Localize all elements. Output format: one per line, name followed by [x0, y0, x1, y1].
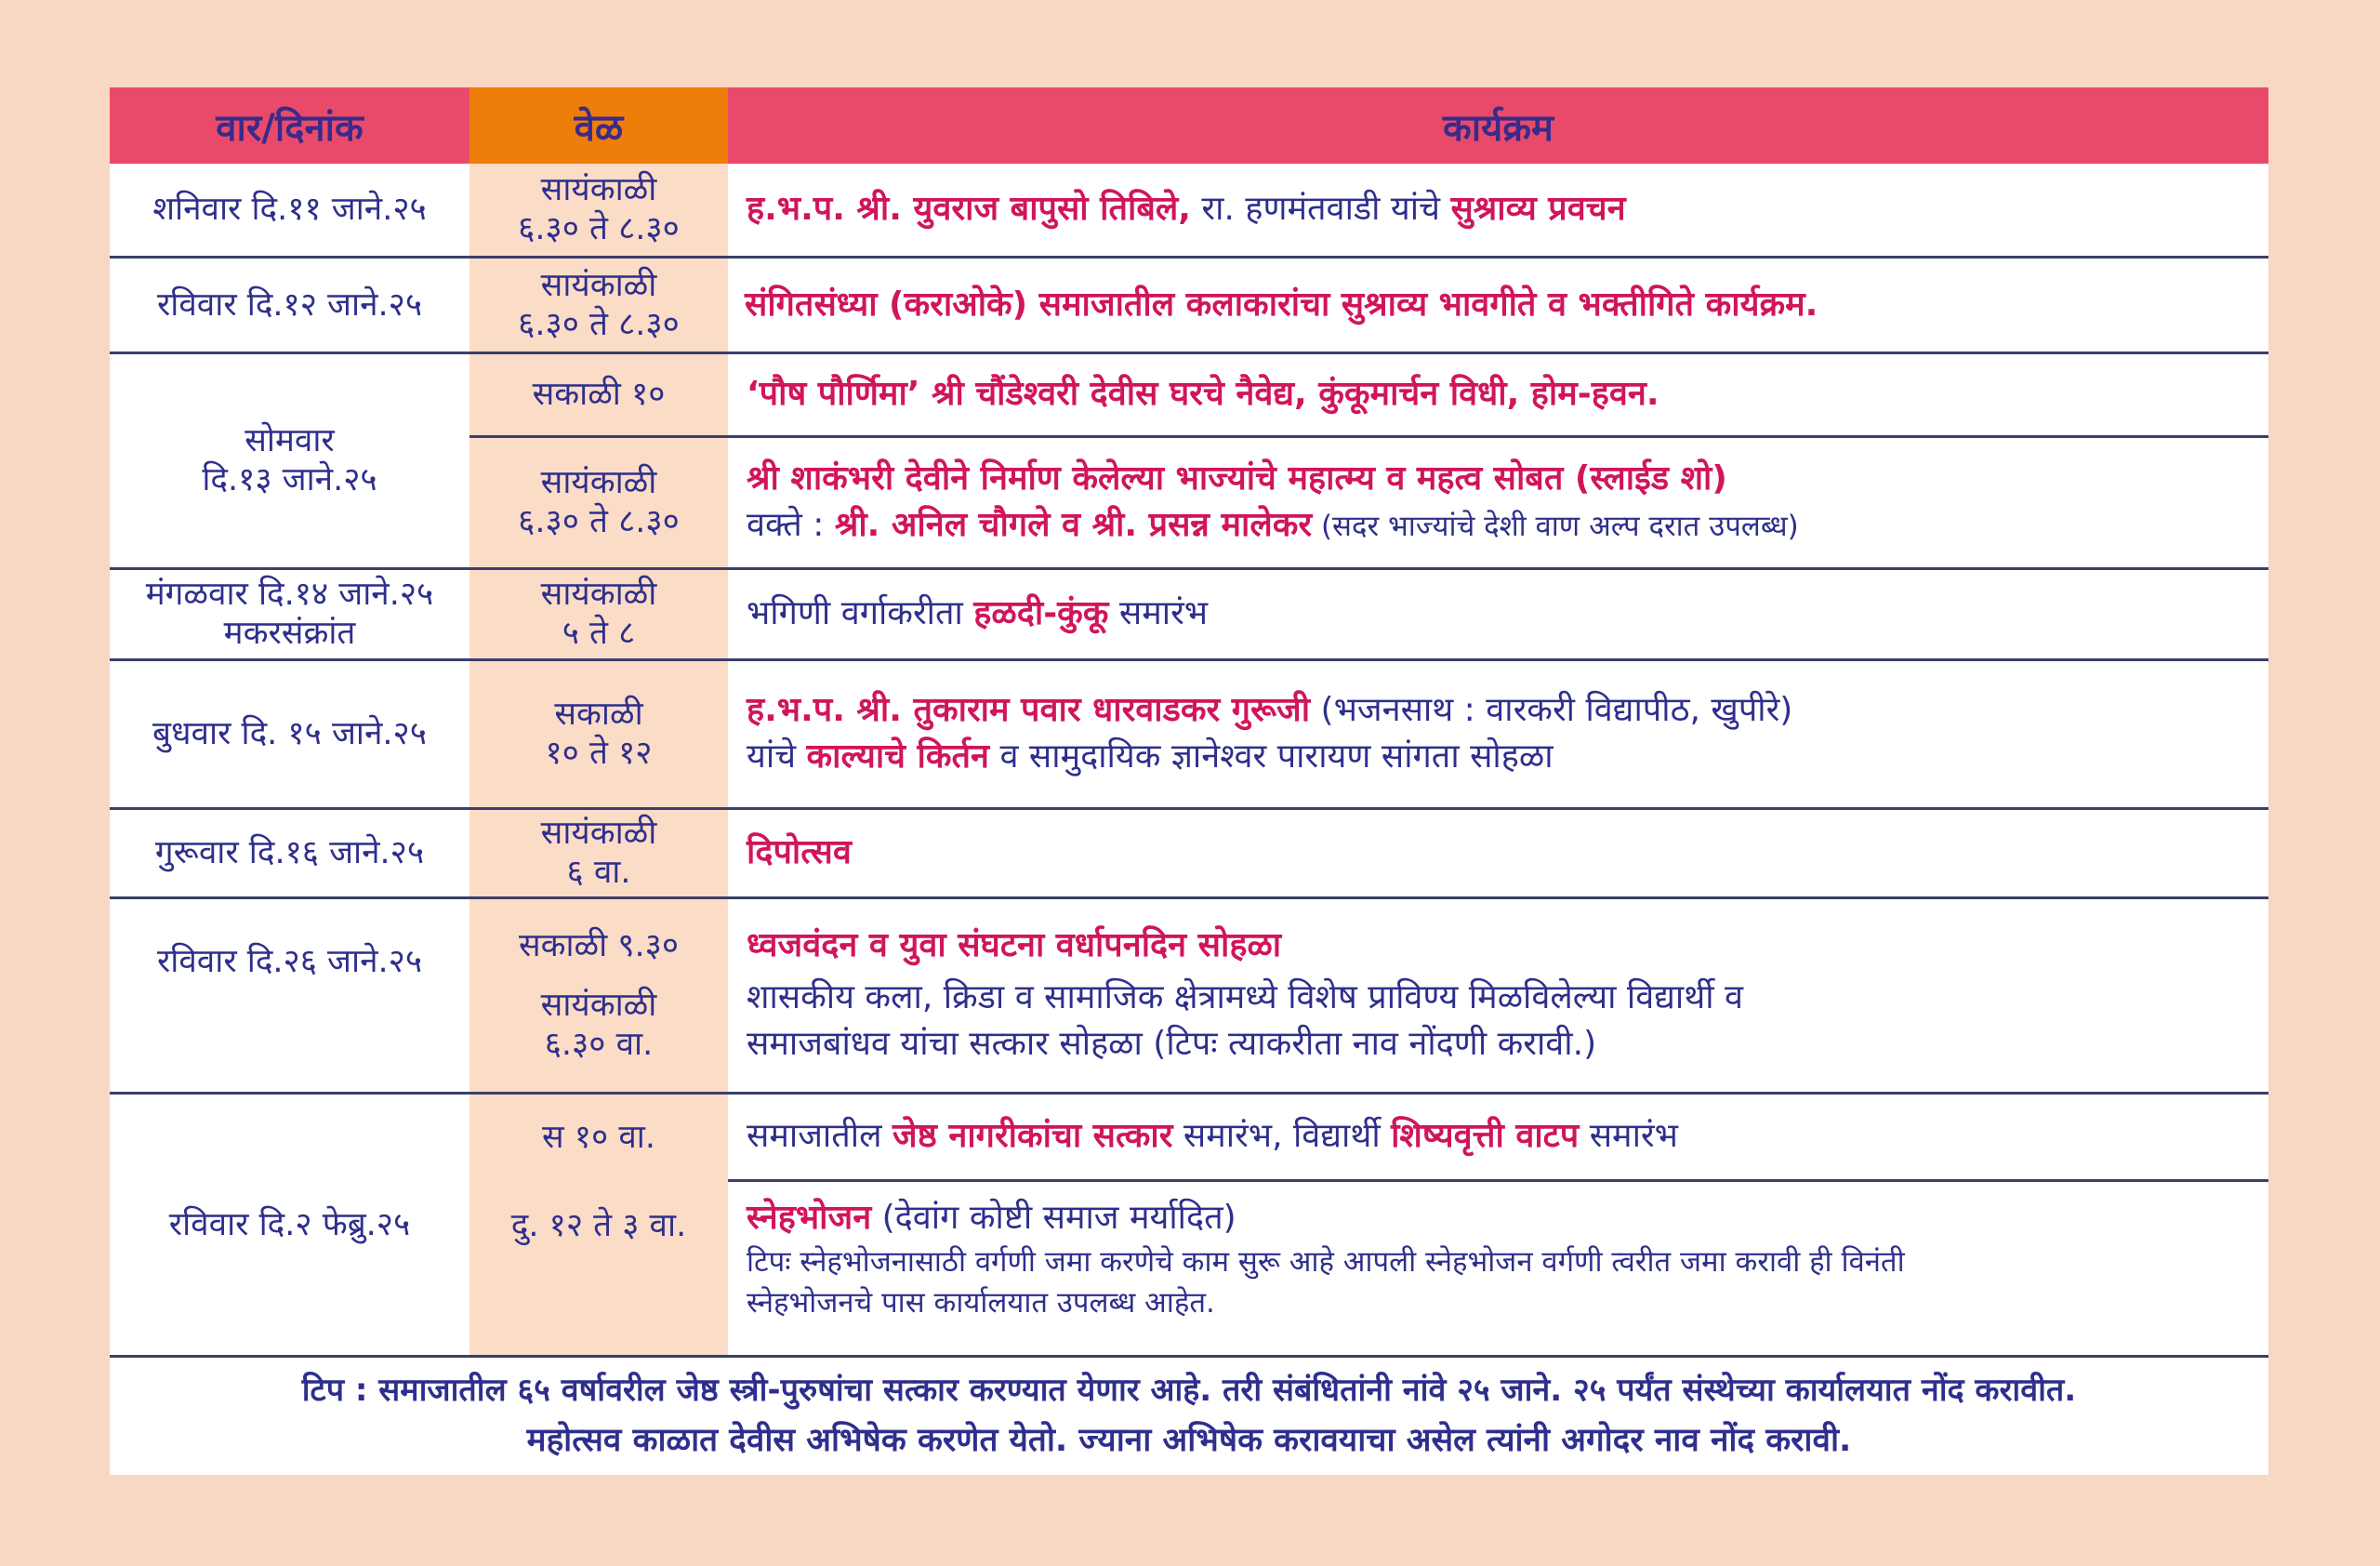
schedule-table [110, 87, 2268, 1355]
footer-line-1: टिप : समाजातील ६५ वर्षावरील जेष्ठ स्त्री-पुरुषांचा सत्कार करण्यात येणार आहे. तरी संबंधितांनी नांवे २५ जाने. २५ पर्यंत संस्थेच्या कार्यालयात नोंद करावीत. [301, 1372, 2077, 1409]
schedule-sheet [110, 87, 2268, 1475]
header-program: कार्यक्रम [728, 87, 2268, 164]
date-cell: रविवार दि.२ फेब्रु.२५ [110, 1093, 469, 1355]
time-cell: सायंकाळी ५ ते ८ [469, 568, 728, 659]
table-row [110, 659, 2268, 808]
event-cell: समाजातील जेष्ठ नागरीकांचा सत्कार समारंभ, विद्यार्थी शिष्यवृत्ती वाटप समारंभ [728, 1093, 2268, 1180]
footer-note [110, 1355, 2268, 1466]
time-cell: दु. १२ ते ३ वा. [469, 1180, 728, 1355]
time-cell: सकाळी ९.३० सायंकाळी ६.३० वा. [469, 897, 728, 1093]
table-row [110, 164, 2268, 257]
event-cell: ह.भ.प. श्री. युवराज बापुसो तिबिले, रा. हणमंतवाडी यांचे सुश्राव्य प्रवचन [747, 190, 1626, 229]
event-cell: श्री शाकंभरी देवीने निर्माण केलेल्या भाज्यांचे महात्म्य व महत्व सोबत (स्लाईड शो) वक्ते : श्री. अनिल चौगले व श्री. प्रसन्न मालेकर (सदर भाज्यांचे देशी वाण अल्प दरात उपलब्ध) [728, 436, 2268, 568]
event-cell: दिपोत्सव [728, 808, 2268, 897]
date-cell: शनिवार दि.११ जाने.२५ [152, 191, 427, 229]
date-cell: गुरूवार दि.१६ जाने.२५ [110, 808, 469, 897]
table-header [110, 87, 2268, 164]
date-cell: रविवार दि.१२ जाने.२५ [110, 257, 469, 352]
header-time: वेळ [469, 87, 728, 164]
time-cell: सायंकाळी ६.३० ते ८.३० [469, 164, 728, 257]
table-row [110, 257, 2268, 352]
header-day-date: वार/दिनांक [110, 87, 469, 164]
time-cell: सायंकाळी ६.३० ते ८.३० [469, 436, 728, 568]
footer-line-2: महोत्सव काळात देवीस अभिषेक करणेत येतो. ज्याना अभिषेक करावयाचा असेल त्यांनी अगोदर नाव नोंद करावी. [526, 1422, 1852, 1459]
event-cell: ध्वजवंदन व युवा संघटना वर्धापनदिन सोहळा शासकीय कला, क्रिडा व सामाजिक क्षेत्रामध्ये विशेष प्राविण्य मिळविलेल्या विद्यार्थी व समाजबांधव यांचा सत्कार सोहळा (टिपः त्याकरीता नाव नोंदणी करावी.) [728, 897, 2268, 1093]
table-row [110, 568, 2268, 659]
table-row [110, 808, 2268, 897]
event-cell: स्नेहभोजन (देवांग कोष्टी समाज मर्यादित) टिपः स्नेहभोजनासाठी वर्गणी जमा करणेचे काम सुरू आहे आपली स्नेहभोजन वर्गणी त्वरीत जमा करावी ही विनंती स्नेहभोजनचे पास कार्यालयात उपलब्ध आहेत. [728, 1180, 2268, 1355]
time-cell: सकाळी १० [469, 352, 728, 436]
table-row [110, 352, 2268, 436]
time-cell: सायंकाळी ६.३० ते ८.३० [469, 257, 728, 352]
date-cell: रविवार दि.२६ जाने.२५ [110, 897, 469, 1093]
event-cell: संगितसंध्या (कराओके) समाजातील कलाकारांचा सुश्राव्य भावगीते व भक्तीगिते कार्यक्रम. [728, 257, 2268, 352]
date-cell: मंगळवार दि.१४ जाने.२५ मकरसंक्रांत [110, 568, 469, 659]
time-cell: सायंकाळी ६ वा. [469, 808, 728, 897]
time-cell: सकाळी १० ते १२ [469, 659, 728, 808]
event-cell: भगिणी वर्गाकरीता हळदी-कुंकू समारंभ [728, 568, 2268, 659]
date-cell: सोमवार दि.१३ जाने.२५ [110, 352, 469, 568]
date-cell: बुधवार दि. १५ जाने.२५ [110, 659, 469, 808]
time-cell: स १० वा. [469, 1093, 728, 1180]
event-cell: ह.भ.प. श्री. तुकाराम पवार धारवाडकर गुरूजी (भजनसाथ : वारकरी विद्यापीठ, खुपीरे) यांचे काल्याचे किर्तन व सामुदायिक ज्ञानेश्वर पारायण सांगता सोहळा [728, 659, 2268, 808]
event-cell: ‘पौष पौर्णिमा’ श्री चौंडेश्वरी देवीस घरचे नैवेद्य, कुंकूमार्चन विधी, होम-हवन. [728, 352, 2268, 436]
table-row [110, 897, 2268, 1093]
table-row [110, 1093, 2268, 1180]
